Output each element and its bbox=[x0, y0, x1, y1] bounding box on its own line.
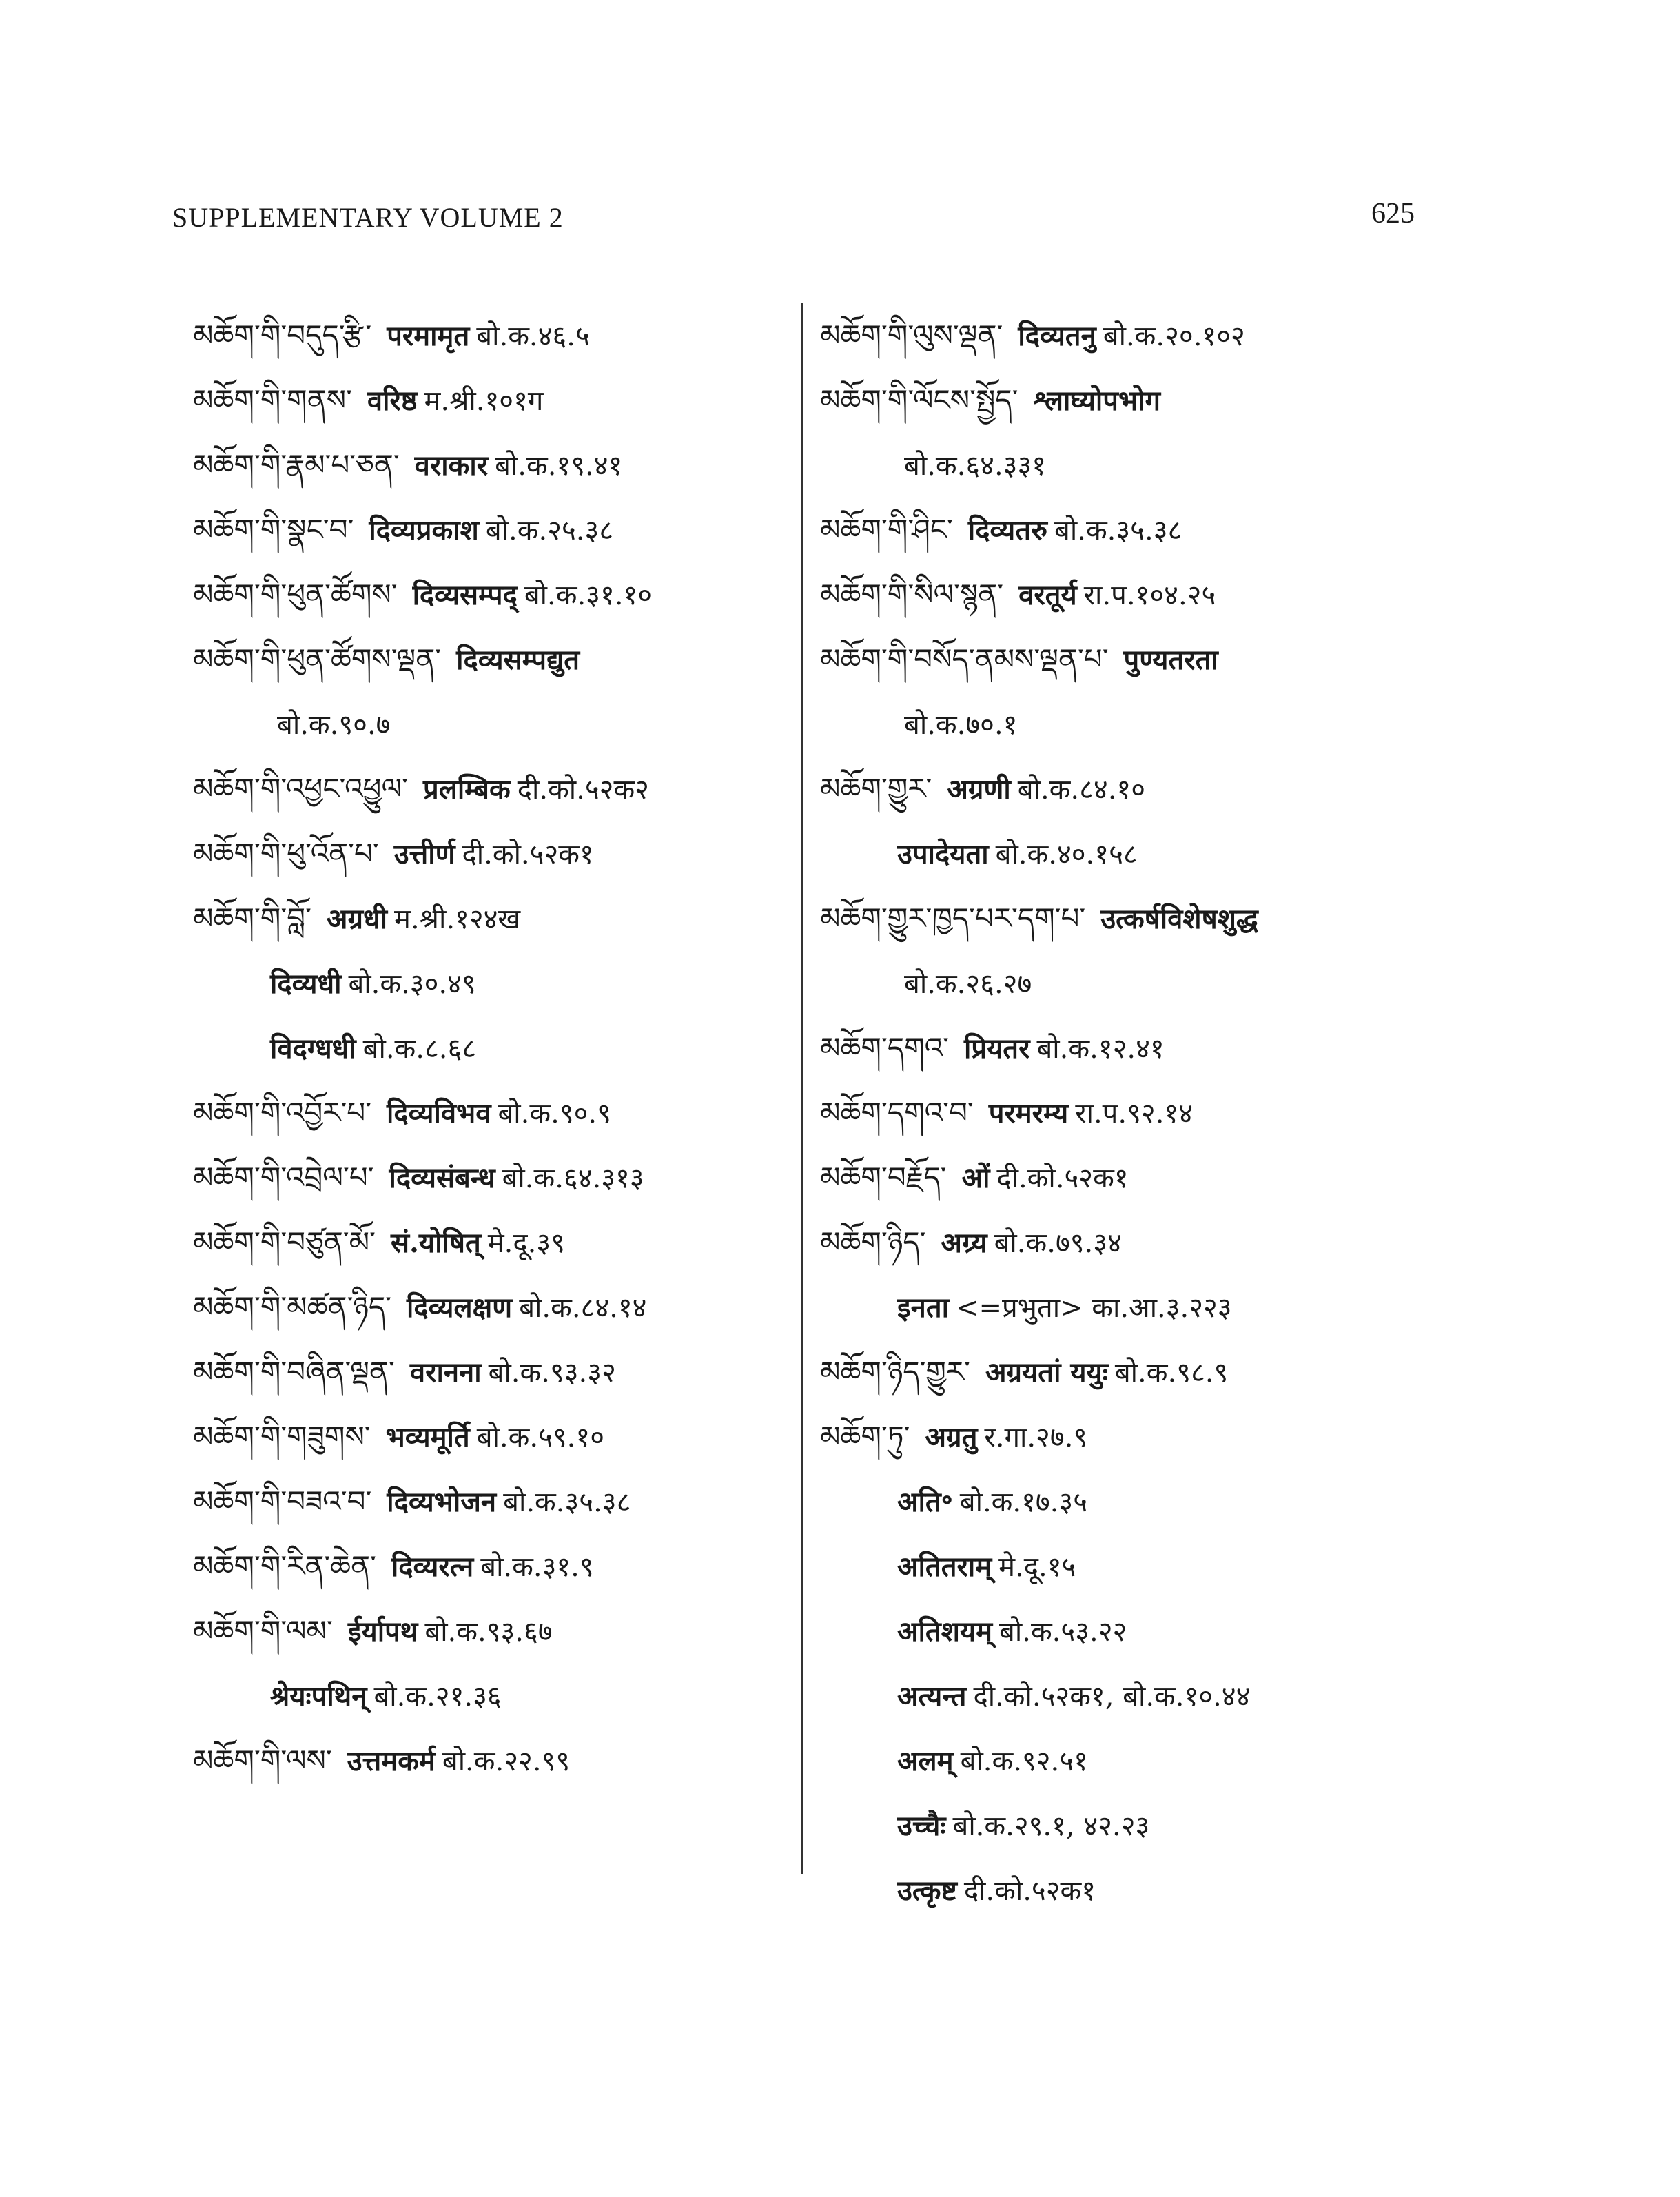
sanskrit-equivalent: उत्कृष्ट bbox=[897, 1874, 957, 1907]
dictionary-entry bbox=[820, 821, 1426, 886]
source-reference: बो.क.७९.३४ bbox=[994, 1227, 1122, 1259]
dictionary-entry bbox=[820, 1534, 1426, 1599]
tibetan-headword: མཆོག་གི་ལས་ bbox=[193, 1744, 332, 1777]
dictionary-entry bbox=[820, 1404, 1426, 1469]
dictionary-entry bbox=[820, 886, 1426, 951]
dictionary-entry bbox=[193, 303, 799, 368]
sanskrit-equivalent: अत्यन्त bbox=[897, 1680, 967, 1713]
dictionary-entry bbox=[193, 1275, 799, 1340]
tibetan-headword: མཆོག་གི་འབྲེལ་པ་ bbox=[193, 1161, 374, 1194]
tibetan-headword: མཆོག་གི་ལུས་ལྡན་ bbox=[820, 318, 1003, 352]
source-reference: बो.क.१९.४१ bbox=[495, 450, 623, 482]
sanskrit-equivalent: उत्तमकर्म bbox=[347, 1745, 436, 1777]
source-reference: दी.को.५२क२ bbox=[517, 774, 649, 806]
sanskrit-equivalent: ओं bbox=[961, 1162, 990, 1194]
sanskrit-equivalent: विदग्धधी bbox=[270, 1032, 356, 1065]
tibetan-headword: མཆོག་གི་ལམ་ bbox=[193, 1614, 333, 1648]
sanskrit-equivalent: अग्रतु bbox=[925, 1421, 978, 1453]
tibetan-headword: མཆོག་གི་བཟའ་བ་ bbox=[193, 1484, 372, 1518]
source-reference: बो.क.१७.३५ bbox=[959, 1486, 1088, 1518]
tibetan-headword: མཆོག་གི་ལོངས་སྤྱོད་ bbox=[820, 383, 1018, 417]
tibetan-headword: མཆོག་གི་ཕུ་འོན་པ་ bbox=[193, 837, 379, 870]
sanskrit-equivalent: उत्तीर्ण bbox=[393, 838, 455, 870]
dictionary-entry bbox=[820, 433, 1426, 498]
source-reference: बो.क.४०.१५८ bbox=[995, 839, 1138, 870]
sanskrit-equivalent: दिव्यसम्पद् bbox=[412, 579, 518, 611]
sanskrit-equivalent: दिव्यसंबन्ध bbox=[389, 1162, 495, 1194]
dictionary-entry bbox=[820, 303, 1426, 368]
tibetan-headword: མཆོག་བརྗོད་ bbox=[820, 1161, 947, 1194]
source-reference: र.गा.२७.९ bbox=[984, 1422, 1088, 1453]
tibetan-headword: མཆོག་གི་ཕུན་ཚོགས་ bbox=[193, 578, 398, 611]
dictionary-entry bbox=[193, 1664, 799, 1728]
dictionary-entry bbox=[193, 1081, 799, 1145]
sanskrit-equivalent: उत्कर्षविशेषशुद्ध bbox=[1100, 903, 1258, 935]
source-reference: बो.क.९८.९ bbox=[1114, 1357, 1229, 1389]
tibetan-headword: མཆོག་གི་བཞིན་ལྡན་ bbox=[193, 1355, 395, 1389]
source-reference: बो.क.१२.४१ bbox=[1036, 1033, 1165, 1065]
source-reference: बो.क.९०.७ bbox=[277, 709, 391, 741]
dictionary-entry bbox=[193, 368, 799, 433]
sanskrit-equivalent: वरतूर्य bbox=[1018, 579, 1077, 611]
sanskrit-equivalent: प्रलम्बिक bbox=[422, 773, 511, 806]
sanskrit-equivalent: अतितराम् bbox=[897, 1551, 992, 1583]
source-reference: म.श्री.१०१ग bbox=[424, 385, 544, 417]
tibetan-headword: མཆོག་དགའ་ bbox=[820, 1031, 949, 1065]
source-reference: बो.क.२६.२७ bbox=[904, 968, 1032, 1000]
tibetan-headword: མཆོག་གི་བཙུན་མོ་ bbox=[193, 1225, 376, 1259]
source-reference: बो.क.९३.३२ bbox=[488, 1357, 616, 1389]
sanskrit-equivalent: परमामृत bbox=[387, 320, 470, 352]
tibetan-headword: མཆོག་ཉིད་གྱུར་ bbox=[820, 1355, 970, 1389]
dictionary-entry bbox=[193, 627, 799, 692]
tibetan-headword: མཆོག་གྱུར་ཁྱད་པར་དག་པ་ bbox=[820, 901, 1086, 935]
source-reference: बो.क.२९.१, ४२.२३ bbox=[952, 1810, 1150, 1842]
source-reference: बो.क.५३.२२ bbox=[999, 1616, 1127, 1648]
dictionary-entry bbox=[193, 1145, 799, 1210]
sanskrit-equivalent: अग्रणी bbox=[947, 773, 1011, 806]
source-reference: बो.क.९०.९ bbox=[498, 1098, 611, 1130]
running-head: SUPPLEMENTARY VOLUME 2 bbox=[172, 202, 564, 233]
dictionary-entry bbox=[820, 1210, 1426, 1275]
sanskrit-equivalent: अति॰ bbox=[897, 1486, 953, 1518]
dictionary-entry bbox=[820, 368, 1426, 433]
dictionary-entry bbox=[820, 1599, 1426, 1664]
source-reference: बो.क.६४.३३१ bbox=[904, 450, 1047, 482]
source-reference: रा.प.१०४.२५ bbox=[1083, 580, 1216, 611]
dictionary-entry bbox=[193, 1534, 799, 1599]
source-reference: बो.क.४६.५ bbox=[476, 320, 590, 352]
sanskrit-equivalent: श्रेयःपथिन् bbox=[270, 1680, 367, 1713]
dictionary-entry bbox=[820, 692, 1426, 757]
source-reference: बो.क.२५.३८ bbox=[485, 515, 614, 546]
dictionary-entry bbox=[820, 562, 1426, 627]
sanskrit-equivalent: वरानना bbox=[409, 1356, 482, 1389]
source-reference: म.श्री.१२४ख bbox=[394, 903, 521, 935]
sanskrit-equivalent: दिव्यसम्पद्युत bbox=[456, 644, 580, 676]
dictionary-entry bbox=[193, 821, 799, 886]
dictionary-entry bbox=[193, 757, 799, 821]
dictionary-entry bbox=[193, 1469, 799, 1534]
source-reference: रा.प.९२.१४ bbox=[1075, 1098, 1194, 1130]
sanskrit-equivalent: दिव्यतनु bbox=[1018, 320, 1096, 352]
source-reference: दी.को.५२क१, बो.क.१०.४४ bbox=[973, 1681, 1251, 1713]
source-reference: <=प्रभुता> का.आ.३.२२३ bbox=[956, 1292, 1232, 1324]
sanskrit-equivalent: उपादेयता bbox=[897, 838, 989, 870]
source-reference: बो.क.२२.९९ bbox=[442, 1746, 571, 1777]
sanskrit-equivalent: भव्यमूर्ति bbox=[385, 1421, 470, 1453]
sanskrit-equivalent: अग्र्य bbox=[941, 1227, 987, 1259]
source-reference: दी.को.५२क१ bbox=[963, 1875, 1096, 1907]
dictionary-entry bbox=[820, 498, 1426, 562]
dictionary-entry bbox=[820, 1728, 1426, 1793]
sanskrit-equivalent: उच्चैः bbox=[897, 1810, 946, 1842]
tibetan-headword: མཆོག་གྱུར་ bbox=[820, 772, 932, 806]
dictionary-entry bbox=[193, 692, 799, 757]
source-reference: मे.दू.१५ bbox=[998, 1551, 1076, 1583]
tibetan-headword: མཆོག་གི་བདུད་རྩི་ bbox=[193, 318, 372, 352]
source-reference: बो.क.२१.३६ bbox=[373, 1681, 502, 1713]
dictionary-entry bbox=[820, 1793, 1426, 1858]
sanskrit-equivalent: दिव्यतरु bbox=[967, 514, 1048, 546]
source-reference: बो.क.६४.३१३ bbox=[502, 1163, 644, 1194]
source-reference: बो.क.८४.१४ bbox=[519, 1292, 647, 1324]
tibetan-headword: མཆོག་དགའ་བ་ bbox=[820, 1096, 974, 1130]
source-reference: बो.क.३०.४९ bbox=[348, 968, 476, 1000]
source-reference: बो.क.८.६८ bbox=[362, 1033, 477, 1065]
dictionary-entry bbox=[193, 1404, 799, 1469]
sanskrit-equivalent: श्लाघ्योपभोग bbox=[1033, 385, 1160, 417]
source-reference: बो.क.३५.३८ bbox=[503, 1486, 631, 1518]
sanskrit-equivalent: इनता bbox=[897, 1291, 949, 1324]
source-reference: बो.क.३५.३८ bbox=[1054, 515, 1182, 546]
sanskrit-equivalent: अतिशयम् bbox=[897, 1615, 993, 1648]
sanskrit-equivalent: अग्रयतां ययुः bbox=[985, 1356, 1108, 1389]
tibetan-headword: མཆོག་གི་གཟུགས་ bbox=[193, 1420, 371, 1453]
sanskrit-equivalent: दिव्यधी bbox=[270, 968, 342, 1000]
dictionary-entry bbox=[193, 1599, 799, 1664]
dictionary-entry bbox=[820, 627, 1426, 692]
dictionary-entry bbox=[820, 1858, 1426, 1923]
page-number: 625 bbox=[1371, 198, 1415, 229]
dictionary-entry bbox=[193, 433, 799, 498]
dictionary-entry bbox=[820, 1275, 1426, 1340]
dictionary-entry bbox=[193, 1016, 799, 1081]
dictionary-entry bbox=[820, 1145, 1426, 1210]
dictionary-entry bbox=[193, 886, 799, 951]
source-reference: दी.को.५२क१ bbox=[462, 839, 594, 870]
tibetan-headword: མཆོག་ཏུ་ bbox=[820, 1420, 910, 1453]
tibetan-headword: མཆོག་གི་གནས་ bbox=[193, 383, 352, 417]
tibetan-headword: མཆོག་གི་མཚན་ཉིད་ bbox=[193, 1290, 391, 1324]
dictionary-entry bbox=[820, 1469, 1426, 1534]
sanskrit-equivalent: प्रियतर bbox=[963, 1032, 1030, 1065]
sanskrit-equivalent: ईर्यापथ bbox=[347, 1615, 418, 1648]
tibetan-headword: མཆོག་གི་སྣང་བ་ bbox=[193, 513, 354, 546]
sanskrit-equivalent: वरिष्ठ bbox=[367, 385, 418, 417]
dictionary-entry bbox=[820, 757, 1426, 821]
source-reference: बो.क.२०.१०२ bbox=[1103, 320, 1245, 352]
dictionary-entry bbox=[820, 1664, 1426, 1728]
source-reference: दी.को.५२क१ bbox=[996, 1163, 1129, 1194]
source-reference: बो.क.३१.१० bbox=[524, 580, 653, 611]
dictionary-entry bbox=[193, 951, 799, 1016]
dictionary-entry bbox=[193, 1340, 799, 1404]
tibetan-headword: མཆོག་གི་ཤིང་ bbox=[820, 513, 953, 546]
source-reference: बो.क.५९.१० bbox=[476, 1422, 604, 1453]
tibetan-headword: མཆོག་གི་འབྱོར་པ་ bbox=[193, 1096, 372, 1130]
source-reference: बो.क.७०.१ bbox=[904, 709, 1018, 741]
dictionary-entry bbox=[193, 498, 799, 562]
dictionary-entry bbox=[193, 1210, 799, 1275]
source-reference: बो.क.९२.५१ bbox=[960, 1746, 1088, 1777]
tibetan-headword: མཆོག་ཉིད་ bbox=[820, 1225, 926, 1259]
sanskrit-equivalent: सं.योषित् bbox=[390, 1227, 481, 1259]
sanskrit-equivalent: अग्रधी bbox=[326, 903, 387, 935]
tibetan-headword: མཆོག་གི་རྣམ་པ་ཅན་ bbox=[193, 448, 400, 482]
source-reference: बो.क.८४.१० bbox=[1017, 774, 1146, 806]
sanskrit-equivalent: दिव्यभोजन bbox=[387, 1486, 497, 1518]
sanskrit-equivalent: दिव्यलक्षण bbox=[407, 1291, 513, 1324]
tibetan-headword: མཆོག་གི་སིལ་སྙན་ bbox=[820, 578, 1004, 611]
sanskrit-equivalent: अलम् bbox=[897, 1745, 954, 1777]
column-divider bbox=[801, 303, 803, 1874]
sanskrit-equivalent: दिव्यप्रकाश bbox=[369, 514, 479, 546]
sanskrit-equivalent: पुण्यतरता bbox=[1123, 644, 1218, 676]
tibetan-headword: མཆོག་གི་བློ་ bbox=[193, 901, 311, 935]
sanskrit-equivalent: वराकार bbox=[414, 449, 489, 482]
sanskrit-equivalent: दिव्यरत्न bbox=[391, 1551, 474, 1583]
tibetan-headword: མཆོག་གི་འཕྱང་འཕྱུལ་ bbox=[193, 772, 408, 806]
source-reference: बो.क.३१.९ bbox=[480, 1551, 594, 1583]
sanskrit-equivalent: परमरम्य bbox=[988, 1097, 1069, 1130]
sanskrit-equivalent: दिव्यविभव bbox=[387, 1097, 491, 1130]
dictionary-entry bbox=[193, 1728, 799, 1793]
tibetan-headword: མཆོག་གི་ཕུན་ཚོགས་ལྡན་ bbox=[193, 642, 442, 676]
tibetan-headword: མཆོག་གི་བསོད་ནམས་ལྡན་པ་ bbox=[820, 642, 1109, 676]
left-column bbox=[193, 303, 799, 1793]
source-reference: मे.दू.३९ bbox=[487, 1227, 565, 1259]
dictionary-entry bbox=[820, 951, 1426, 1016]
source-reference: बो.क.९३.६७ bbox=[424, 1616, 553, 1648]
dictionary-entry bbox=[193, 562, 799, 627]
dictionary-entry bbox=[820, 1081, 1426, 1145]
dictionary-entry bbox=[820, 1340, 1426, 1404]
right-column bbox=[820, 303, 1426, 1923]
tibetan-headword: མཆོག་གི་རིན་ཆེན་ bbox=[193, 1549, 376, 1583]
dictionary-entry bbox=[820, 1016, 1426, 1081]
